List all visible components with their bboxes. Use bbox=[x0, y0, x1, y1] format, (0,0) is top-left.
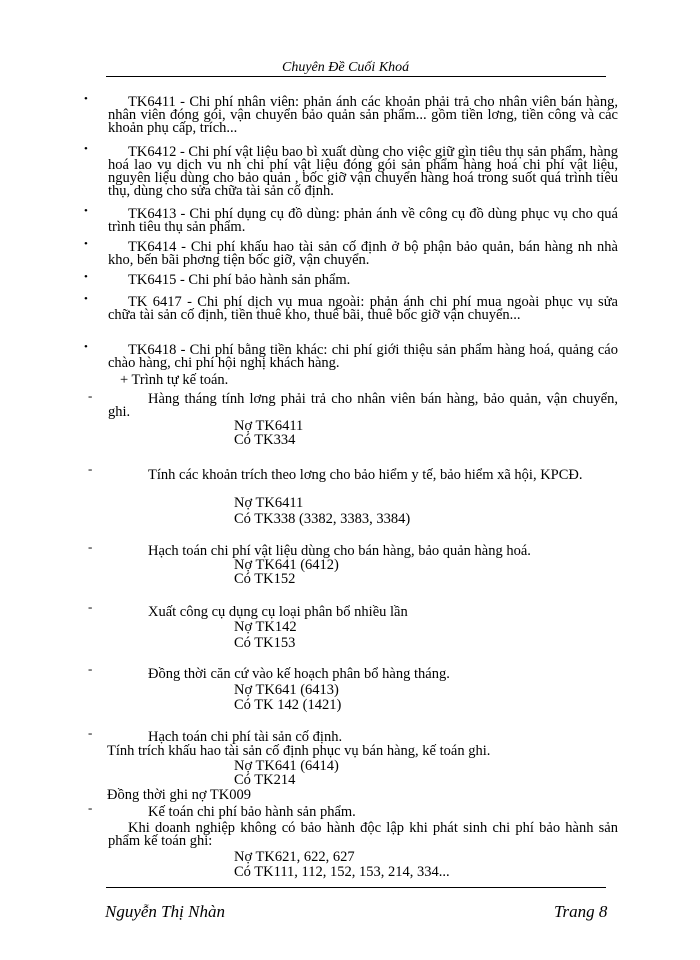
paragraph-tk6418: TK6418 - Chi phí bằng tiền khác: chi phí giới thiệu sản phẩm hàng hoá, quảng cáo chào hàng, chi phí hội nghị khách hàng. bbox=[108, 342, 618, 371]
bullet-marker: • bbox=[84, 143, 88, 155]
debit-account: Nợ TK6411 bbox=[234, 495, 304, 511]
section-heading: + Trình tự kế toán. bbox=[120, 372, 229, 388]
debit-account: Nợ TK641 (6412) bbox=[234, 557, 339, 573]
debit-account: Nợ TK6411 bbox=[234, 418, 304, 434]
credit-account: Có TK111, 112, 152, 153, 214, 334... bbox=[234, 864, 450, 880]
page-header-title: Chuyên Đề Cuối Khoá bbox=[282, 60, 410, 75]
header-rule bbox=[106, 76, 606, 77]
entry-description: Xuất công cụ dụng cụ loại phân bổ nhiều lần bbox=[148, 604, 408, 620]
entry-description: Hạch toán chi phí vật liệu dùng cho bán hàng, bảo quản hàng hoá. bbox=[148, 543, 531, 559]
dash-marker: - bbox=[88, 461, 93, 476]
entry-description: Kế toán chi phí bảo hành sản phẩm. bbox=[148, 804, 356, 820]
footer-page-number: Trang 8 bbox=[554, 902, 608, 921]
paragraph-tk6412: TK6412 - Chi phí vật liệu bao bì xuất dùng cho việc giữ gìn tiêu thụ sản phẩm, hàng hoá lao vụ dịch vu nh chi phí vật liệu đóng gói sản phẩm hàng hoá chi phí vật liệu, nguyên liệu dùng cho bảo quản , bốc giỡ vận chuyển hàng hoá trong suốt quá trình tiêu thụ, dùng cho sửa chữa tài sản cố định. bbox=[108, 144, 618, 199]
credit-account: Có TK214 bbox=[234, 772, 296, 788]
paragraph-tk6411: TK6411 - Chi phí nhân viên: phản ánh các khoản phải trả cho nhân viên bán hàng, nhân viên đóng gói, vận chuyển bảo quản sản phẩm... gồm tiền lơng, tiền công và các khoản phụ cấp, trích... bbox=[108, 94, 618, 136]
credit-account: Có TK338 (3382, 3383, 3384) bbox=[234, 511, 411, 527]
paragraph-tk6413: TK6413 - Chi phí dụng cụ đồ dùng: phản ánh về công cụ đồ dùng phục vụ cho quá trình tiêu thụ sản phẩm. bbox=[108, 206, 618, 235]
credit-account: Có TK153 bbox=[234, 635, 296, 651]
dash-marker: - bbox=[88, 800, 93, 815]
bullet-marker: • bbox=[84, 238, 88, 250]
dash-marker: - bbox=[88, 388, 93, 403]
debit-account: Nợ TK142 bbox=[234, 619, 297, 635]
bullet-marker: • bbox=[84, 205, 88, 217]
dash-marker: - bbox=[88, 725, 93, 740]
paragraph-tk6417: TK 6417 - Chi phí dịch vụ mua ngoài: phản ánh chi phí mua ngoài phục vụ sửa chữa tài sản cố định, tiền thuê kho, thuê bãi, thuê bốc giỡ vận chuyển... bbox=[108, 294, 618, 323]
entry-description: Hàng tháng tính lơng phải trả cho nhân viên bán hàng, bảo quản, vận chuyển, ghi. bbox=[108, 391, 618, 420]
footer-rule bbox=[106, 887, 606, 888]
entry-description: Tính các khoản trích theo lơng cho bảo hiểm y tế, bảo hiểm xã hội, KPCĐ. bbox=[148, 467, 583, 483]
bullet-marker: • bbox=[84, 271, 88, 283]
dash-marker: - bbox=[88, 599, 93, 614]
credit-account: Có TK152 bbox=[234, 571, 296, 587]
debit-account: Nợ TK641 (6414) bbox=[234, 758, 339, 774]
entry-description: Đồng thời căn cứ vào kế hoạch phân bổ hàng tháng. bbox=[148, 666, 450, 682]
dash-marker: - bbox=[88, 661, 93, 676]
debit-account: Nợ TK641 (6413) bbox=[234, 682, 339, 698]
entry-note: Đồng thời ghi nợ TK009 bbox=[107, 787, 251, 803]
credit-account: Có TK 142 (1421) bbox=[234, 697, 342, 713]
bullet-marker: • bbox=[84, 293, 88, 305]
footer-author: Nguyễn Thị Nhàn bbox=[105, 902, 225, 921]
bullet-marker: • bbox=[84, 341, 88, 353]
paragraph-tk6414: TK6414 - Chi phí khấu hao tài sản cố định ở bộ phận bảo quản, bán hàng nh nhà kho, bến bãi phơng tiện bốc giỡ, vận chuyển. bbox=[108, 239, 618, 268]
bullet-marker: • bbox=[84, 93, 88, 105]
entry-description: Hạch toán chi phí tài sản cố định. bbox=[148, 729, 343, 745]
entry-subtext: Khi doanh nghiệp không có bảo hành độc lập khi phát sinh chi phí bảo hành sản phẩm kế toán ghi: bbox=[108, 820, 618, 849]
debit-account: Nợ TK621, 622, 627 bbox=[234, 849, 355, 865]
paragraph-tk6415: TK6415 - Chi phí bảo hành sản phẩm. bbox=[128, 272, 351, 288]
entry-subtext: Tính trích khấu hao tài sản cố định phục vụ bán hàng, kế toán ghi. bbox=[107, 743, 491, 759]
dash-marker: - bbox=[88, 539, 93, 554]
credit-account: Có TK334 bbox=[234, 432, 296, 448]
